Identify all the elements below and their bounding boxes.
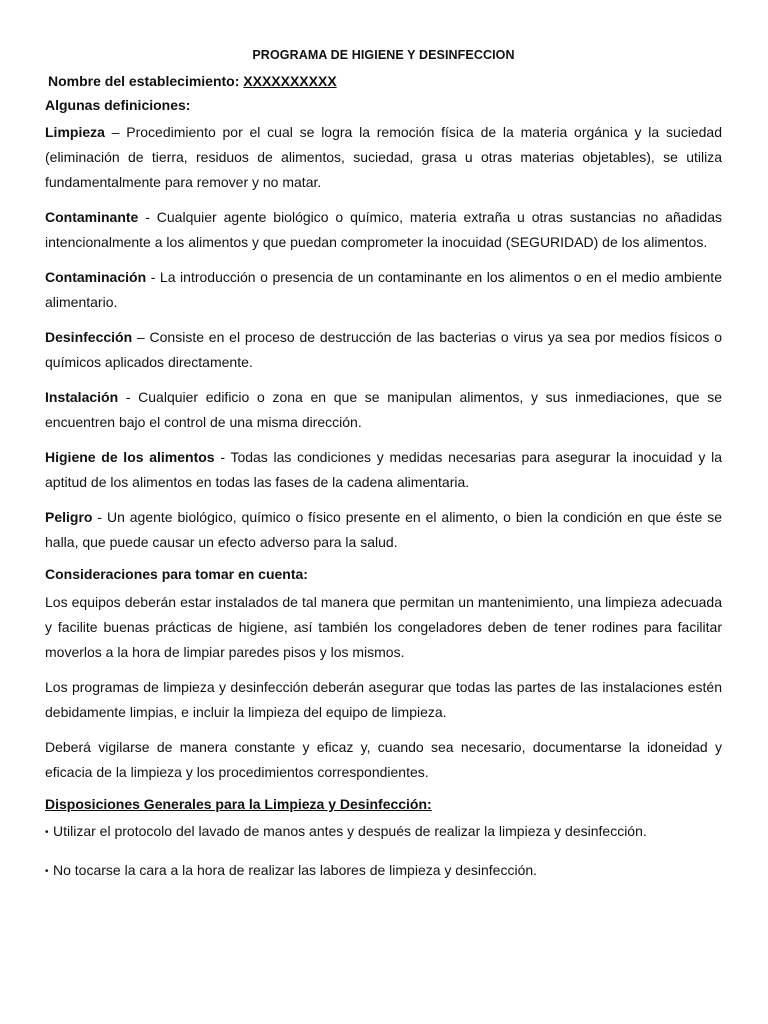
bullet-icon: • [45, 865, 49, 877]
disposition-item [45, 858, 722, 884]
definition-desinfeccion [45, 325, 722, 375]
definition-term: Desinfección [45, 329, 133, 346]
definition-term: Higiene de los alimentos [45, 449, 215, 466]
definition-separator: - [146, 269, 160, 286]
definition-text: Un agente biológico, químico o físico presente en el alimento, o bien la condición en que éste se halla, que puede causar un efecto adverso para la salud. [45, 509, 722, 551]
definition-separator: – [104, 124, 127, 141]
definition-term: Limpieza [45, 124, 105, 141]
definition-text: La introducción o presencia de un contaminante en los alimentos o en el medio ambiente alimentario. [45, 269, 722, 311]
definition-contaminante [45, 205, 722, 255]
definition-separator: – [132, 329, 150, 346]
definition-separator: - [118, 389, 139, 406]
document-title: PROGRAMA DE HIGIENE Y DESINFECCION [252, 48, 515, 62]
definition-text: Cualquier agente biológico o químico, materia extraña u otras sustancias no añadidas intencionalmente a los alimentos y que puedan comprometer la inocuidad (SEGURIDAD) de los alimentos. [45, 209, 722, 251]
definition-term: Contaminación [45, 269, 147, 286]
definition-higiene-alimentos [45, 445, 722, 495]
definition-limpieza [45, 120, 722, 195]
dispositions-heading: Disposiciones Generales para la Limpieza y Desinfección: [45, 795, 432, 812]
consideration-paragraph: Los equipos deberán estar instalados de tal manera que permitan un mantenimiento, una limpieza adecuada y facilite buenas prácticas de higiene, así también los congeladores deben de tener rodines para facilitar moverlos a la hora de limpiar paredes pisos y los mismos. [45, 593, 722, 660]
definition-contaminacion [45, 265, 722, 315]
definition-separator: - [214, 449, 231, 466]
definition-separator: - [138, 209, 157, 226]
establishment-line [48, 72, 722, 90]
definition-text: Cualquier edificio o zona en que se manipulan alimentos, y sus inmediaciones, que se encuentren bajo el control de una misma dirección. [45, 389, 722, 431]
consideration-paragraph: Deberá vigilarse de manera constante y eficaz y, cuando sea necesario, documentarse la idoneidad y eficacia de la limpieza y los procedimientos correspondientes. [45, 738, 722, 780]
definition-peligro [45, 505, 722, 555]
definition-text: Todas las condiciones y medidas necesarias para asegurar la inocuidad y la aptitud de los alimentos en todas las fases de la cadena alimentaria. [45, 449, 723, 491]
definition-text: Consiste en el proceso de destrucción de las bacterias o virus ya sea por medios físicos o químicos aplicados directamente. [45, 329, 722, 371]
definition-term: Contaminante [45, 209, 139, 226]
definition-separator: - [92, 509, 107, 526]
bullet-icon: • [45, 826, 49, 838]
consideration-paragraph: Los programas de limpieza y desinfección deberán asegurar que todas las partes de las instalaciones estén debidamente limpias, e incluir la limpieza del equipo de limpieza. [45, 678, 722, 720]
disposition-text: No tocarse la cara a la hora de realizar las labores de limpieza y desinfección. [53, 861, 538, 878]
definitions-heading: Algunas definiciones: [45, 97, 191, 114]
disposition-item [45, 819, 722, 845]
establishment-label: Nombre del establecimiento: [48, 73, 240, 89]
definition-term: Peligro [45, 509, 93, 526]
definition-instalacion [45, 385, 722, 435]
considerations-heading: Consideraciones para tomar en cuenta: [45, 566, 308, 583]
definition-term: Instalación [45, 389, 119, 406]
definition-text: Procedimiento por el cual se logra la remoción física de la materia orgánica y la suciedad (eliminación de tierra, residuos de alimentos, suciedad, grasa u otras materias objetables), se utiliza fundamentalmente para remover y no matar. [45, 124, 722, 191]
establishment-value: XXXXXXXXXX [243, 73, 337, 89]
document-page [45, 40, 722, 897]
disposition-text: Utilizar el protocolo del lavado de manos antes y después de realizar la limpieza y desinfección. [53, 822, 647, 839]
